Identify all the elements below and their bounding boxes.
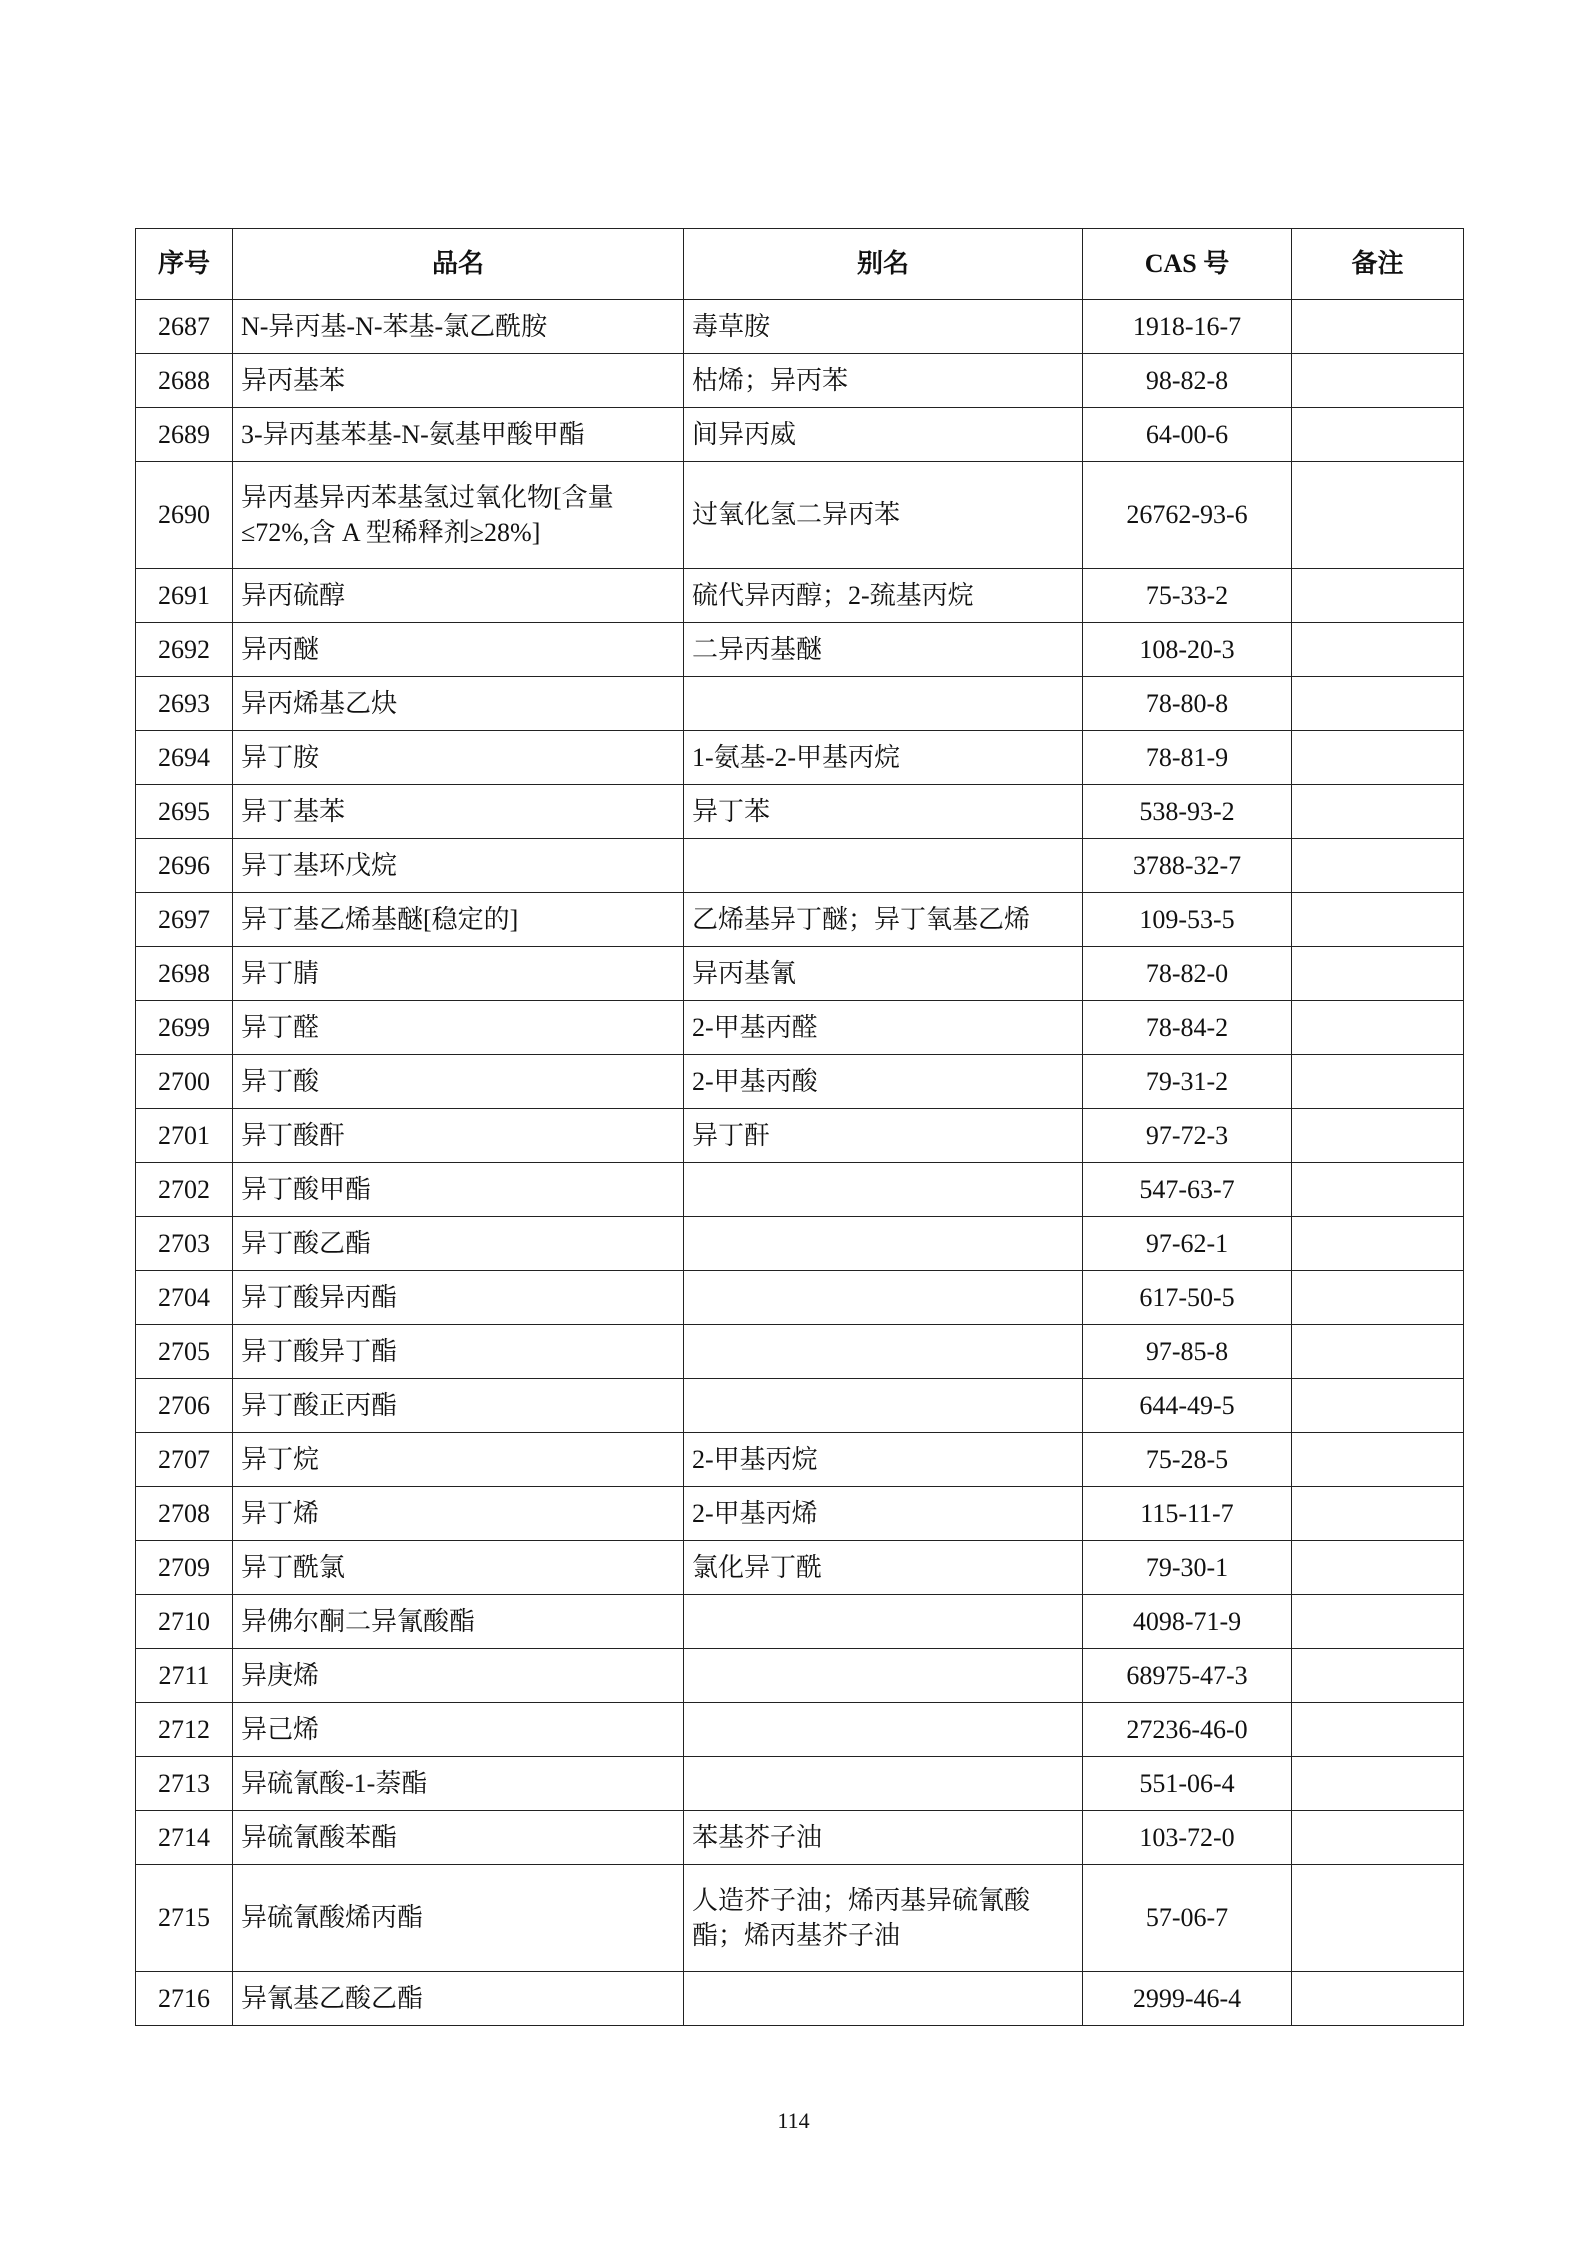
row-number-cell: 2706 xyxy=(136,1379,233,1433)
row-number-cell: 2695 xyxy=(136,785,233,839)
alias-cell: 人造芥子油；烯丙基异硫氰酸酯；烯丙基芥子油 xyxy=(684,1865,1083,1972)
product-name-cell: 异己烯 xyxy=(233,1703,684,1757)
cas-number-cell: 551-06-4 xyxy=(1083,1757,1292,1811)
remark-cell xyxy=(1292,1379,1464,1433)
product-name-cell: 异佛尔酮二异氰酸酯 xyxy=(233,1595,684,1649)
header-cas: CAS 号 xyxy=(1083,229,1292,300)
alias-cell xyxy=(684,1649,1083,1703)
product-name-cell: 异丁酸乙酯 xyxy=(233,1217,684,1271)
remark-cell xyxy=(1292,1649,1464,1703)
product-name-cell: 异丁酸甲酯 xyxy=(233,1163,684,1217)
remark-cell xyxy=(1292,1595,1464,1649)
remark-cell xyxy=(1292,677,1464,731)
cas-number-cell: 97-85-8 xyxy=(1083,1325,1292,1379)
row-number-cell: 2713 xyxy=(136,1757,233,1811)
alias-cell: 硫代异丙醇；2-巯基丙烷 xyxy=(684,569,1083,623)
cas-number-cell: 1918-16-7 xyxy=(1083,300,1292,354)
cas-number-cell: 103-72-0 xyxy=(1083,1811,1292,1865)
remark-cell xyxy=(1292,300,1464,354)
alias-cell: 二异丙基醚 xyxy=(684,623,1083,677)
cas-number-cell: 78-80-8 xyxy=(1083,677,1292,731)
table-row xyxy=(136,300,1464,354)
row-number-cell: 2702 xyxy=(136,1163,233,1217)
remark-cell xyxy=(1292,1325,1464,1379)
table-row xyxy=(136,1271,1464,1325)
cas-number-cell: 3788-32-7 xyxy=(1083,839,1292,893)
table-row xyxy=(136,1379,1464,1433)
table-row xyxy=(136,1433,1464,1487)
table-row xyxy=(136,731,1464,785)
product-name-cell: 异丙硫醇 xyxy=(233,569,684,623)
header-alias: 别名 xyxy=(684,229,1083,300)
remark-cell xyxy=(1292,1703,1464,1757)
cas-number-cell: 78-84-2 xyxy=(1083,1001,1292,1055)
product-name-cell: 异丁醛 xyxy=(233,1001,684,1055)
row-number-cell: 2688 xyxy=(136,354,233,408)
cas-number-cell: 538-93-2 xyxy=(1083,785,1292,839)
alias-cell: 异丁酐 xyxy=(684,1109,1083,1163)
product-name-cell: 异丁烯 xyxy=(233,1487,684,1541)
cas-number-cell: 115-11-7 xyxy=(1083,1487,1292,1541)
cas-number-cell: 617-50-5 xyxy=(1083,1271,1292,1325)
alias-cell xyxy=(684,1379,1083,1433)
table-row xyxy=(136,1972,1464,2026)
product-name-cell: 异硫氰酸烯丙酯 xyxy=(233,1865,684,1972)
cas-number-cell: 97-72-3 xyxy=(1083,1109,1292,1163)
table-row xyxy=(136,1055,1464,1109)
cas-number-cell: 547-63-7 xyxy=(1083,1163,1292,1217)
alias-cell: 2-甲基丙烯 xyxy=(684,1487,1083,1541)
product-name-cell: 异丙基异丙苯基氢过氧化物[含量≤72%,含 A 型稀释剂≥28%] xyxy=(233,462,684,569)
table-row xyxy=(136,408,1464,462)
alias-cell xyxy=(684,1972,1083,2026)
row-number-cell: 2708 xyxy=(136,1487,233,1541)
row-number-cell: 2696 xyxy=(136,839,233,893)
row-number-cell: 2698 xyxy=(136,947,233,1001)
cas-number-cell: 79-31-2 xyxy=(1083,1055,1292,1109)
header-remark: 备注 xyxy=(1292,229,1464,300)
row-number-cell: 2705 xyxy=(136,1325,233,1379)
remark-cell xyxy=(1292,1271,1464,1325)
remark-cell xyxy=(1292,1865,1464,1972)
cas-number-cell: 26762-93-6 xyxy=(1083,462,1292,569)
remark-cell xyxy=(1292,1433,1464,1487)
cas-number-cell: 78-82-0 xyxy=(1083,947,1292,1001)
cas-number-cell: 78-81-9 xyxy=(1083,731,1292,785)
remark-cell xyxy=(1292,1109,1464,1163)
row-number-cell: 2697 xyxy=(136,893,233,947)
row-number-cell: 2710 xyxy=(136,1595,233,1649)
product-name-cell: 异丁腈 xyxy=(233,947,684,1001)
row-number-cell: 2703 xyxy=(136,1217,233,1271)
product-name-cell: 异硫氰酸苯酯 xyxy=(233,1811,684,1865)
product-name-cell: 异丁酸异丙酯 xyxy=(233,1271,684,1325)
cas-number-cell: 2999-46-4 xyxy=(1083,1972,1292,2026)
product-name-cell: 异丁基环戊烷 xyxy=(233,839,684,893)
row-number-cell: 2707 xyxy=(136,1433,233,1487)
alias-cell: 2-甲基丙烷 xyxy=(684,1433,1083,1487)
table-row xyxy=(136,1649,1464,1703)
remark-cell xyxy=(1292,1487,1464,1541)
product-name-cell: 异丁基乙烯基醚[稳定的] xyxy=(233,893,684,947)
remark-cell xyxy=(1292,569,1464,623)
alias-cell: 1-氨基-2-甲基丙烷 xyxy=(684,731,1083,785)
remark-cell xyxy=(1292,623,1464,677)
table-row xyxy=(136,462,1464,569)
cas-number-cell: 98-82-8 xyxy=(1083,354,1292,408)
alias-cell: 氯化异丁酰 xyxy=(684,1541,1083,1595)
remark-cell xyxy=(1292,1217,1464,1271)
table-row xyxy=(136,1217,1464,1271)
page-number: 114 xyxy=(777,2108,810,2133)
alias-cell xyxy=(684,677,1083,731)
product-name-cell: 异丁烷 xyxy=(233,1433,684,1487)
remark-cell xyxy=(1292,1001,1464,1055)
product-name-cell: 异丁胺 xyxy=(233,731,684,785)
header-no: 序号 xyxy=(136,229,233,300)
product-name-cell: 异庚烯 xyxy=(233,1649,684,1703)
table-row xyxy=(136,1325,1464,1379)
product-name-cell: 异丁酸正丙酯 xyxy=(233,1379,684,1433)
product-name-cell: 异丁酸异丁酯 xyxy=(233,1325,684,1379)
chemicals-table xyxy=(135,228,1464,2026)
row-number-cell: 2699 xyxy=(136,1001,233,1055)
alias-cell xyxy=(684,1217,1083,1271)
cas-number-cell: 644-49-5 xyxy=(1083,1379,1292,1433)
row-number-cell: 2694 xyxy=(136,731,233,785)
row-number-cell: 2715 xyxy=(136,1865,233,1972)
table-header-row xyxy=(136,229,1464,300)
alias-cell: 过氧化氢二异丙苯 xyxy=(684,462,1083,569)
alias-cell: 枯烯；异丙苯 xyxy=(684,354,1083,408)
table-row xyxy=(136,569,1464,623)
row-number-cell: 2700 xyxy=(136,1055,233,1109)
row-number-cell: 2693 xyxy=(136,677,233,731)
product-name-cell: 异丁酸 xyxy=(233,1055,684,1109)
product-name-cell: 异丙醚 xyxy=(233,623,684,677)
alias-cell xyxy=(684,1757,1083,1811)
cas-number-cell: 75-33-2 xyxy=(1083,569,1292,623)
alias-cell xyxy=(684,1703,1083,1757)
product-name-cell: N-异丙基-N-苯基-氯乙酰胺 xyxy=(233,300,684,354)
cas-number-cell: 109-53-5 xyxy=(1083,893,1292,947)
row-number-cell: 2691 xyxy=(136,569,233,623)
table-row xyxy=(136,677,1464,731)
table-row xyxy=(136,1811,1464,1865)
alias-cell: 2-甲基丙醛 xyxy=(684,1001,1083,1055)
remark-cell xyxy=(1292,839,1464,893)
cas-number-cell: 27236-46-0 xyxy=(1083,1703,1292,1757)
table-body xyxy=(136,300,1464,2026)
product-name-cell: 异氰基乙酸乙酯 xyxy=(233,1972,684,2026)
product-name-cell: 异丙基苯 xyxy=(233,354,684,408)
remark-cell xyxy=(1292,1972,1464,2026)
table-row xyxy=(136,1487,1464,1541)
row-number-cell: 2709 xyxy=(136,1541,233,1595)
table-row xyxy=(136,839,1464,893)
table-row xyxy=(136,1541,1464,1595)
row-number-cell: 2704 xyxy=(136,1271,233,1325)
cas-number-cell: 97-62-1 xyxy=(1083,1217,1292,1271)
table-row xyxy=(136,623,1464,677)
alias-cell xyxy=(684,1271,1083,1325)
product-name-cell: 异丁酸酐 xyxy=(233,1109,684,1163)
alias-cell: 异丁苯 xyxy=(684,785,1083,839)
alias-cell: 毒草胺 xyxy=(684,300,1083,354)
table-row xyxy=(136,785,1464,839)
row-number-cell: 2701 xyxy=(136,1109,233,1163)
row-number-cell: 2690 xyxy=(136,462,233,569)
remark-cell xyxy=(1292,1163,1464,1217)
table-row xyxy=(136,1703,1464,1757)
row-number-cell: 2692 xyxy=(136,623,233,677)
cas-number-cell: 4098-71-9 xyxy=(1083,1595,1292,1649)
alias-cell xyxy=(684,839,1083,893)
product-name-cell: 3-异丙基苯基-N-氨基甲酸甲酯 xyxy=(233,408,684,462)
alias-cell: 异丙基氰 xyxy=(684,947,1083,1001)
table-row xyxy=(136,893,1464,947)
remark-cell xyxy=(1292,731,1464,785)
remark-cell xyxy=(1292,354,1464,408)
alias-cell xyxy=(684,1325,1083,1379)
alias-cell: 间异丙威 xyxy=(684,408,1083,462)
row-number-cell: 2687 xyxy=(136,300,233,354)
header-name: 品名 xyxy=(233,229,684,300)
remark-cell xyxy=(1292,1055,1464,1109)
table-row xyxy=(136,1109,1464,1163)
row-number-cell: 2712 xyxy=(136,1703,233,1757)
alias-cell xyxy=(684,1163,1083,1217)
product-name-cell: 异丁基苯 xyxy=(233,785,684,839)
table-row xyxy=(136,1865,1464,1972)
remark-cell xyxy=(1292,1811,1464,1865)
remark-cell xyxy=(1292,1541,1464,1595)
alias-cell: 2-甲基丙酸 xyxy=(684,1055,1083,1109)
row-number-cell: 2711 xyxy=(136,1649,233,1703)
alias-cell xyxy=(684,1595,1083,1649)
product-name-cell: 异丙烯基乙炔 xyxy=(233,677,684,731)
row-number-cell: 2714 xyxy=(136,1811,233,1865)
cas-number-cell: 64-00-6 xyxy=(1083,408,1292,462)
product-name-cell: 异丁酰氯 xyxy=(233,1541,684,1595)
alias-cell: 乙烯基异丁醚；异丁氧基乙烯 xyxy=(684,893,1083,947)
table-row xyxy=(136,947,1464,1001)
row-number-cell: 2716 xyxy=(136,1972,233,2026)
cas-number-cell: 79-30-1 xyxy=(1083,1541,1292,1595)
row-number-cell: 2689 xyxy=(136,408,233,462)
cas-number-cell: 108-20-3 xyxy=(1083,623,1292,677)
alias-cell: 苯基芥子油 xyxy=(684,1811,1083,1865)
remark-cell xyxy=(1292,462,1464,569)
table-row xyxy=(136,354,1464,408)
remark-cell xyxy=(1292,408,1464,462)
remark-cell xyxy=(1292,1757,1464,1811)
table-row xyxy=(136,1595,1464,1649)
table-row xyxy=(136,1163,1464,1217)
product-name-cell: 异硫氰酸-1-萘酯 xyxy=(233,1757,684,1811)
cas-number-cell: 57-06-7 xyxy=(1083,1865,1292,1972)
remark-cell xyxy=(1292,893,1464,947)
cas-number-cell: 68975-47-3 xyxy=(1083,1649,1292,1703)
remark-cell xyxy=(1292,947,1464,1001)
table-row xyxy=(136,1001,1464,1055)
remark-cell xyxy=(1292,785,1464,839)
table-row xyxy=(136,1757,1464,1811)
cas-number-cell: 75-28-5 xyxy=(1083,1433,1292,1487)
